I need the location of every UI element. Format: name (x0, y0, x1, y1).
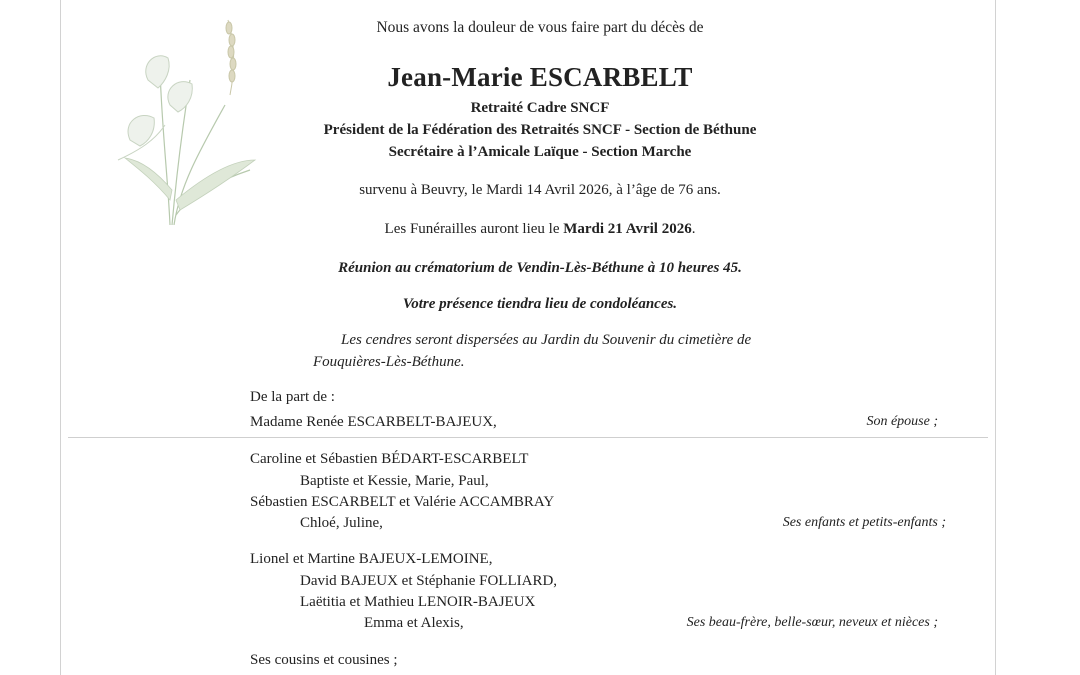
children-line-3: Sébastien ESCARBELT et Valérie ACCAMBRAY (250, 494, 555, 510)
funeral-suffix: . (691, 221, 696, 237)
children-line-2: Baptiste et Kessie, Marie, Paul, (300, 473, 489, 489)
in-laws-line-4: Emma et Alexis, (364, 615, 464, 631)
deceased-title-2: Président de la Fédération des Retraités SNCF - Section de Béthune (323, 122, 757, 138)
ashes-line-1: Les cendres seront dispersées au Jardin du Souvenir du cimetière de (341, 332, 752, 348)
deceased-title-1: Retraité Cadre SNCF (470, 100, 610, 116)
cousins-line: Ses cousins et cousines ; (250, 652, 398, 668)
funeral-date: Mardi 21 Avril 2026 (563, 221, 692, 237)
children-line-4: Chloé, Juline, (300, 515, 383, 531)
in-laws-line-3: Laëtitia et Mathieu LENOIR-BAJEUX (300, 594, 536, 610)
from-label: De la part de : (250, 389, 335, 405)
funeral-notice (0, 220, 1080, 238)
deceased-title-3: Secrétaire à l’Amicale Laïque - Section Marche (388, 144, 692, 160)
spouse-name: Madame Renée ESCARBELT-BAJEUX, (250, 414, 497, 430)
children-line-1: Caroline et Sébastien BÉDART-ESCARBELT (250, 451, 529, 467)
intro-text: Nous avons la douleur de vous faire part du décès de (376, 19, 704, 36)
ashes-line-2: Fouquières-Lès-Béthune. (313, 354, 465, 370)
paper-fold-line (68, 437, 988, 438)
in-laws-line-2: David BAJEUX et Stéphanie FOLLIARD, (300, 573, 558, 589)
in-laws-line-1: Lionel et Martine BAJEUX-LEMOINE, (250, 551, 493, 567)
death-notice: survenu à Beuvry, le Mardi 14 Avril 2026, à l’âge de 76 ans. (359, 182, 721, 198)
deceased-name: Jean-Marie ESCARBELT (387, 62, 693, 92)
reunion-notice: Réunion au crématorium de Vendin-Lès-Béthune à 10 heures 45. (338, 260, 742, 276)
in-laws-relation: Ses beau-frère, belle-sœur, neveux et nièces ; (686, 615, 938, 630)
children-relation: Ses enfants et petits-enfants ; (782, 515, 946, 530)
condolences-notice: Votre présence tiendra lieu de condoléances. (402, 296, 678, 312)
funeral-prefix: Les Funérailles auront lieu le (384, 221, 564, 237)
spouse-relation: Son épouse ; (866, 414, 938, 429)
